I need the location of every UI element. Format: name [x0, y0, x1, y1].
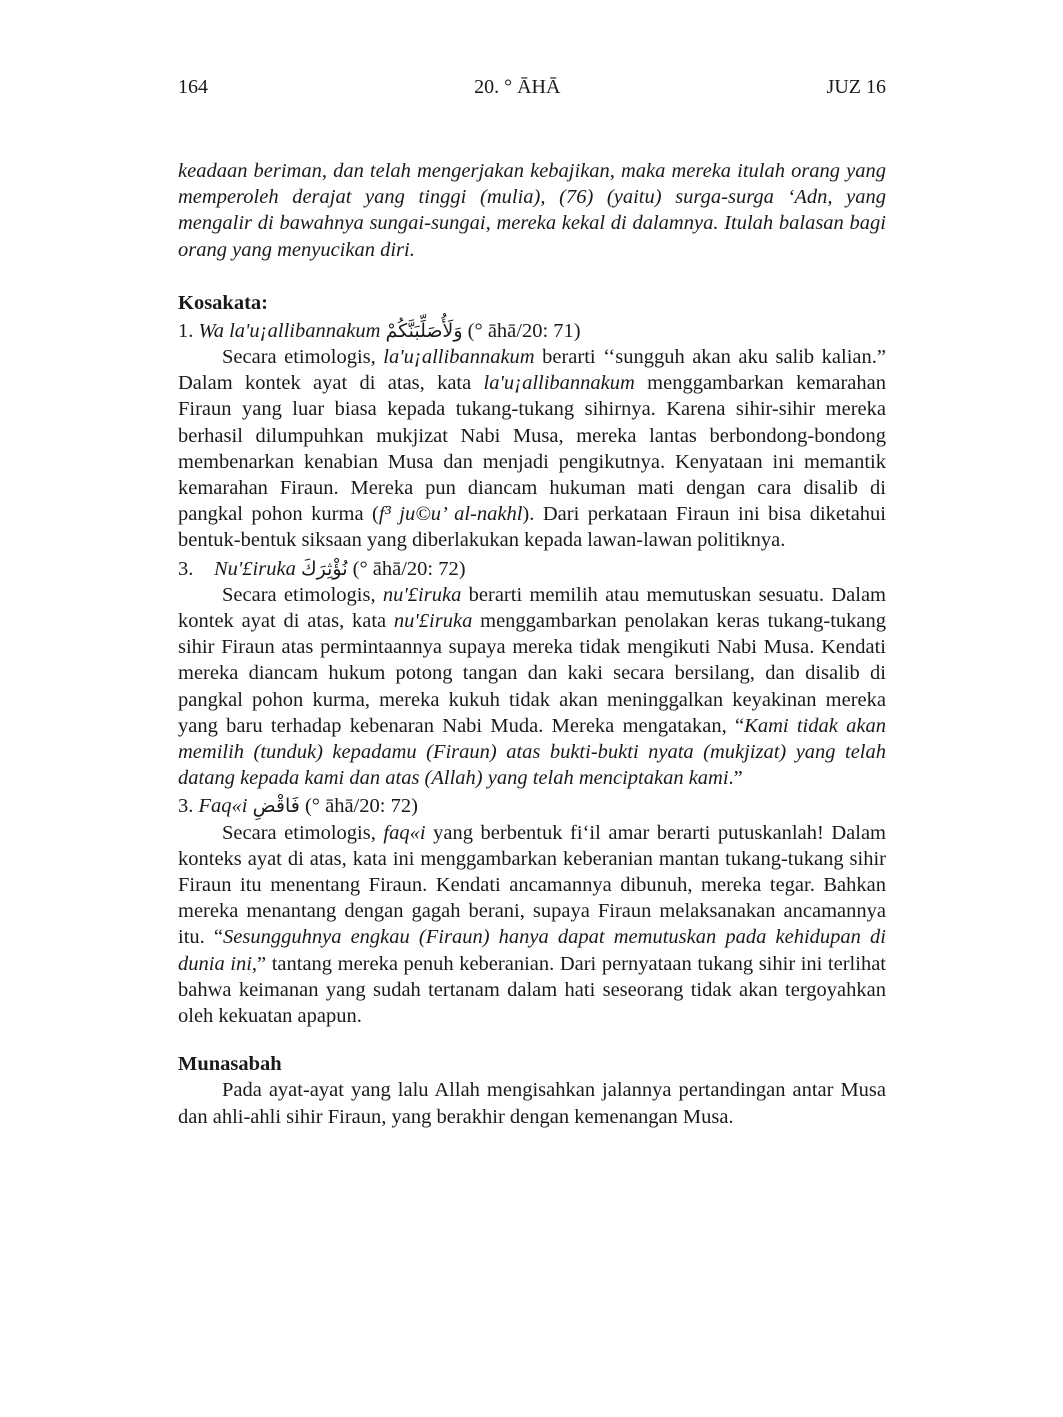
term-transliteration: Wa la'u¡allibannakum — [198, 319, 381, 342]
munasabah-paragraph: Pada ayat-ayat yang lalu Allah mengisahkan jalannya pertandingan antar Musa dan ahli-ahli sihir Firaun, yang berakhir dengan kemenangan Musa. — [178, 1079, 886, 1128]
text-run: Secara etimologis, — [222, 821, 384, 844]
term-transliteration: Nu'£iruka — [214, 557, 296, 580]
term-number: 3. — [178, 795, 194, 818]
chapter-title: 20. ° ĀHĀ — [474, 76, 561, 98]
term-arabic: نُؤْثِرَكَ — [300, 557, 348, 580]
term-arabic: وَلَأُصَلِّبَنَّكُمْ — [385, 319, 463, 342]
text-run: ,” tantang mereka penuh keberanian. Dari pernyataan tukang sihir ini terlihat bahwa keimanan yang sudah tertanam dalam hati seseorang tidak akan tergoyahkan oleh kekuatan apapun. — [178, 952, 886, 1028]
page-body — [178, 158, 886, 1130]
italic-quote: Kami tidak akan memilih (tunduk) kepadamu (Firaun) atas bukti-bukti nyata (mukjizat) yang telah datang kepada kami dan atas (Allah) yang telah menciptakan kami — [178, 714, 887, 790]
text-run: yang berbentuk fi‘il amar berarti putuskanlah! Dalam konteks ayat di atas, kata ini menggambarkan keberanian mantan tukang-tukang sihir Firaun itu menentang Firaun. Kendati ancamannya dibunuh, mereka tegar. Bahkan mereka menantang dengan gagah berani, supaya Firaun melaksanakan ancamannya itu. “ — [178, 821, 887, 949]
term-number: 3. — [178, 557, 194, 580]
running-header — [178, 74, 886, 100]
term-arabic: فَاقْضِ — [252, 795, 300, 818]
term-explanation-3 — [178, 820, 886, 1030]
vocab-term-1 — [178, 318, 886, 344]
text-run: Secara etimologis, — [222, 583, 383, 606]
italic-term: f³ ju©u’ al-nakhl — [378, 503, 523, 526]
text-run: berarti memilih atau memutuskan sesuatu. Dalam kontek ayat di atas, kata — [178, 583, 887, 633]
term-transliteration: Faq«i — [198, 795, 248, 818]
term-reference: (° āhā/20: 71) — [467, 319, 581, 342]
translation-paragraph: keadaan beriman, dan telah mengerjakan kebajikan, maka mereka itulah orang yang memperoleh derajat yang tinggi (mulia), (76) (yaitu) surga-surga ‘Adn, yang mengalir di bawahnya sungai-sungai, mereka kekal di dalamnya. Itulah balasan bagi orang yang menyucikan diri. — [178, 160, 886, 261]
italic-term: faq«i — [383, 821, 426, 844]
text-run: .” — [728, 767, 743, 790]
page-number: 164 — [178, 76, 208, 98]
text-run: berarti ‘‘sungguh akan aku salib kalian.” Dalam kontek ayat di atas, kata — [178, 346, 886, 395]
term-reference: (° āhā/20: 72) — [304, 795, 418, 818]
term-reference: (° āhā/20: 72) — [352, 557, 466, 580]
term-number: 1. — [178, 319, 194, 342]
term-explanation-2 — [178, 582, 886, 792]
italic-term: la'u¡allibannakum — [483, 372, 635, 395]
term-explanation-1 — [178, 344, 886, 554]
italic-quote: Sesungguhnya engkau (Firaun) hanya dapat memutuskan pada kehidupan di dunia ini — [178, 926, 886, 975]
vocab-term-2 — [178, 556, 886, 582]
vocab-term-3 — [178, 793, 886, 819]
italic-term: la'u¡allibannakum — [383, 346, 535, 369]
text-run: menggambarkan penolakan keras tukang-tukang sihir Firaun atas permintaannya supaya mereka tidak mengikuti Nabi Musa. Kendati mereka diancam hukum potong tangan dan kaki secara bersilang, dan disalib di pangkal pohon kurma, mereka kukuh tidak akan meninggalkan keyakinan mereka yang baru terhadap kebenaran Nabi Muda. Mereka mengatakan, “ — [178, 610, 886, 737]
italic-term: nu'£iruka — [393, 610, 473, 633]
text-run: ). Dari perkataan Firaun ini bisa diketahui bentuk-bentuk siksaan yang diberlakukan kepada lawan-lawan politiknya. — [178, 503, 887, 552]
munasabah-heading: Munasabah — [178, 1053, 282, 1076]
juz-label: JUZ 16 — [826, 76, 886, 98]
text-run: Secara etimologis, — [222, 346, 384, 369]
text-run: menggambarkan kemarahan Firaun yang luar biasa kepada tukang-tukang sihirnya. Karena sihir-sihir mereka berhasil dilumpuhkan mukjizat Nabi Musa, mereka lantas berbondong-bondong membenarkan kenabian Musa dan menjadi pengikutnya. Kenyataan ini memantik kemarahan Firaun. Mereka pun diancam hukuman mati dengan cara disalib di pangkal pohon kurma ( — [178, 372, 886, 526]
kosakata-heading: Kosakata: — [178, 291, 268, 314]
italic-term: nu'£iruka — [382, 583, 462, 606]
